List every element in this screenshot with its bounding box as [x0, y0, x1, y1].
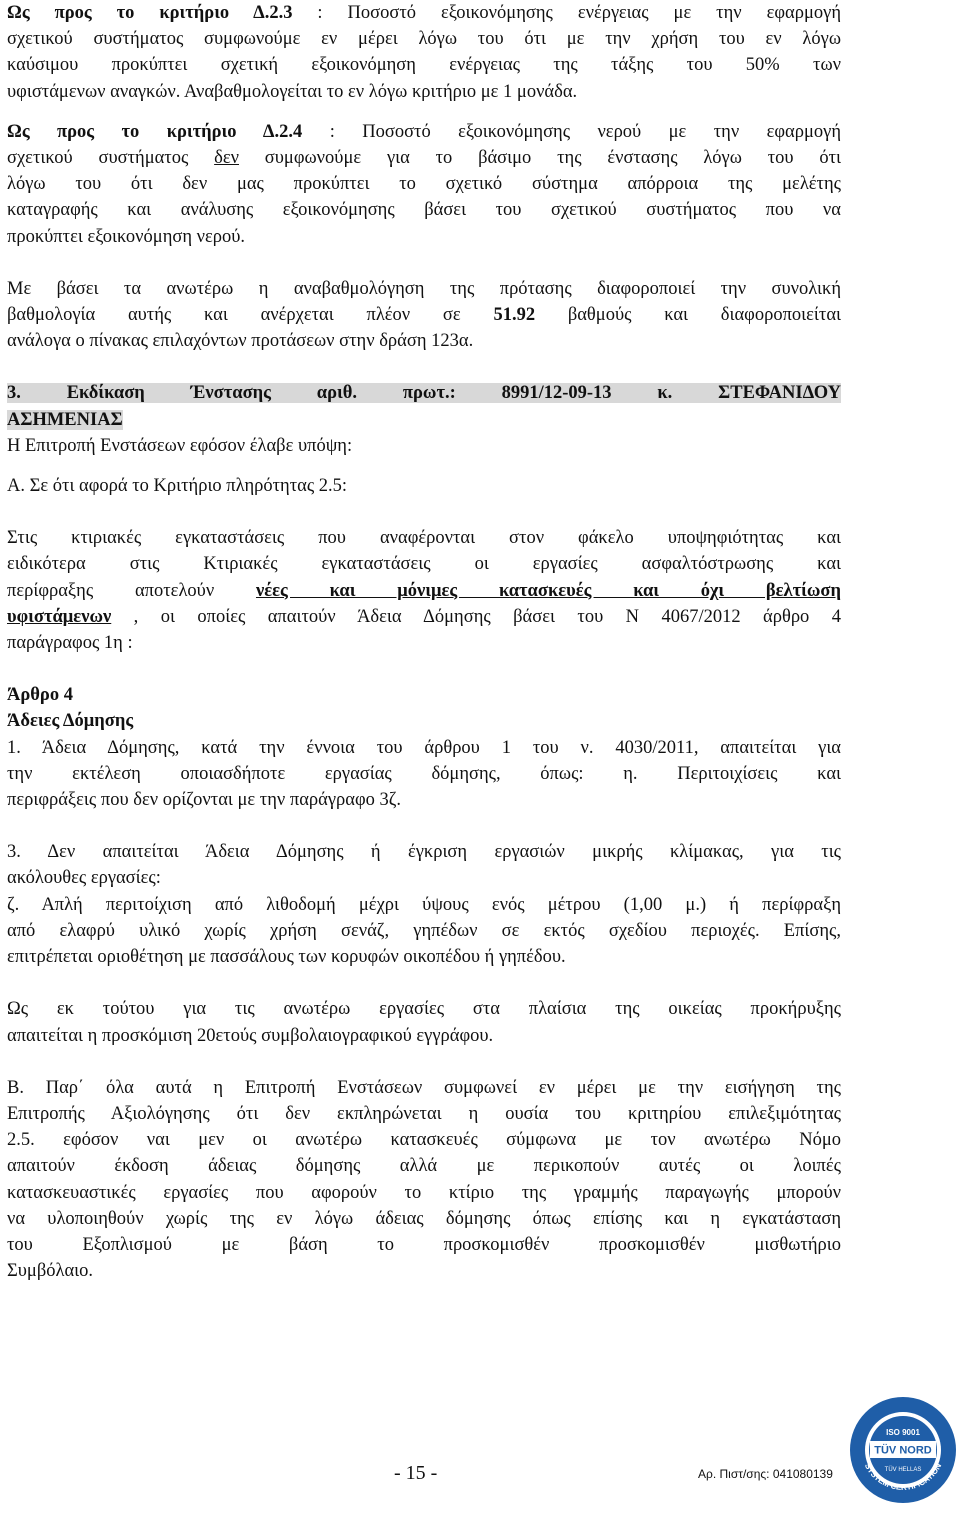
p2-line-3: λόγω του ότι δεν μας προκύπτει το σχετικό σύστημα απόρροια της μελέτης — [7, 174, 841, 195]
p4-line-5: παράγραφος 1η : — [7, 633, 133, 654]
p4-line-2: ειδικότερα στις Κτιριακές εγκαταστάσεις οι εργασίες ασφαλτόστρωσης και — [7, 554, 841, 575]
p7-line-4: απαιτούν έκδοση άδειας δόμησης αλλά με περικοπούν αυτές οι λοιπές — [7, 1156, 841, 1177]
p2-line-5: προκύπτει εξοικονόμηση νερού. — [7, 226, 246, 247]
seal-iso: ISO 9001 — [886, 1428, 920, 1437]
p5-line-1: 3. Δεν απαιτείται Άδεια Δόμησης ή έγκριση εργασιών μικρής κλίμακας, για τις — [7, 842, 841, 863]
p7-line-1: Β. Παρ΄ όλα αυτά η Επιτροπή Ενστάσεων συμφωνεί εν μέρει με την εισήγηση της — [7, 1077, 841, 1098]
p4-line-3: περίφραξης αποτελούν νέες και μόνιμες κατασκευές και όχι βελτίωση — [7, 580, 841, 601]
p3-line-1: Με βάσει τα ανωτέρω η αναβαθμολόγηση της πρότασης διαφοροποιεί την συνολική — [7, 278, 841, 299]
article-subtitle: Άδειες Δόμησης — [7, 711, 134, 732]
section-3-heading-2: ΑΣΗΜΕΝΙΑΣ — [7, 409, 123, 430]
p1-line-1: Ως προς το κριτήριο Δ.2.3 : Ποσοστό εξοικονόμησης ενέργειας με την εφαρμογή — [7, 3, 841, 23]
p5-line-4: από ελαφρύ υλικό χωρίς χρήση σενάζ, γηπέδων σε εκτός σχεδίου περιοχές. Επίσης, — [7, 920, 841, 941]
p5-line-5: επιτρέπεται οριοθέτηση με πασσάλους των κορυφών οικοπέδου ή γηπέδου. — [7, 947, 566, 968]
article-line-3: περιφράξεις που δεν ορίζονται με την παράγραφο 3ζ. — [7, 790, 402, 811]
p7-line-5: κατασκευαστικές εργασίες που αφορούν το κτίριο της γραμμής παραγωγής μπορούν — [7, 1182, 841, 1203]
document-page — [7, 0, 841, 1284]
certification-seal-icon — [848, 1395, 958, 1505]
seal-sub: TÜV HELLAS — [884, 1467, 922, 1473]
page-number: - 15 - — [394, 1462, 438, 1484]
p7-line-3: 2.5. εφόσον ναι μεν οι ανωτέρω κατασκευές σύμφωνα με τον ανωτέρω Νόμο — [7, 1130, 841, 1151]
p7-line-7: του Εξοπλισμού με βάση το προσκομισθέν προσκομισθέν μισθωτήριο — [7, 1234, 841, 1255]
certification-number: Αρ. Πιστ/σης: 041080139 — [698, 1467, 833, 1481]
p1-line-4: υφιστάμενων αναγκών. Αναβαθμολογείται το εν λόγω κριτήριο με 1 μονάδα. — [7, 81, 578, 102]
p6-line-2: απαιτείται η προσκόμιση 20ετούς συμβολαιογραφικού εγγράφου. — [7, 1025, 494, 1046]
committee-line: Η Επιτροπή Ενστάσεων εφόσον έλαβε υπόψη: — [7, 435, 353, 456]
p5-line-2: ακόλουθες εργασίες: — [7, 868, 161, 889]
p7-line-2: Επιτροπής Αξιολόγησης ότι δεν εκπληρώνεται η ουσία του κριτηρίου επιλεξιμότητας — [7, 1103, 841, 1124]
seal-ring-text: SYSTEM CERTIFICATION — [862, 1461, 944, 1492]
p6-line-1: Ως εκ τούτου για τις ανωτέρω εργασίες στα πλαίσια της οικείας προκήρυξης — [7, 999, 841, 1020]
p1-line-3: καύσιμου προκύπτει σχετική εξοικονόμηση ενέργειας της τάξης του 50% των — [7, 55, 841, 76]
p4-line-1: Στις κτιριακές εγκαταστάσεις που αναφέρονται στον φάκελο υποψηφιότητας και — [7, 528, 841, 549]
section-3-heading: 3. Εκδίκαση Ένστασης αριθ. πρωτ.: 8991/12-09-13 κ. ΣΤΕΦΑΝΙΔΟΥ — [7, 383, 841, 404]
p4-line-4: υφιστάμενων , οι οποίες απαιτούν Άδεια Δόμησης βάσει του Ν 4067/2012 άρθρο 4 — [7, 606, 841, 627]
p5-line-3: ζ. Απλή περιτοίχιση από λιθοδομή μέχρι ύψους ενός μέτρου (1,00 μ.) ή περίφραξη — [7, 894, 841, 915]
seal-brand: TÜV NORD — [874, 1444, 932, 1457]
article-line-2: την εκτέλεση οποιασδήποτε εργασίας δόμησης, όπως: η. Περιτοιχίσεις και — [7, 763, 841, 784]
article-line-1: 1. Άδεια Δόμησης, κατά την έννοια του άρθρου 1 του ν. 4030/2011, απαιτείται για — [7, 737, 841, 758]
criterion-a-line: Α. Σε ότι αφορά το Κριτήριο πληρότητας 2.5: — [7, 476, 348, 497]
p2-line-2: σχετικού συστήματος δεν συμφωνούμε για το βάσιμο της ένστασης λόγω του ότι — [7, 148, 841, 169]
p7-line-8: Συμβόλαιο. — [7, 1261, 94, 1282]
p2-line-1: Ως προς το κριτήριο Δ.2.4 : Ποσοστό εξοικονόμησης νερού με την εφαρμογή — [7, 121, 841, 142]
p3-line-2: βαθμολογία αυτής και ανέρχεται πλέον σε 51.92 βαθμούς και διαφοροποιείται — [7, 305, 841, 326]
p7-line-6: να υλοποιηθούν χωρίς της εν λόγω άδειας δόμησης όπως επίσης και η εγκατάσταση — [7, 1208, 841, 1229]
article-title: Άρθρο 4 — [7, 685, 73, 706]
p2-line-4: καταγραφής και ανάλυσης εξοικονόμησης βάσει του σχετικού συστήματος που να — [7, 200, 841, 221]
p3-line-3: ανάλογα ο πίνακας επιλαχόντων προτάσεων στην δράση 123α. — [7, 331, 474, 352]
p1-line-2: σχετικού συστήματος συμφωνούμε εν μέρει λόγω του ότι με την χρήση του εν λόγω — [7, 29, 841, 50]
